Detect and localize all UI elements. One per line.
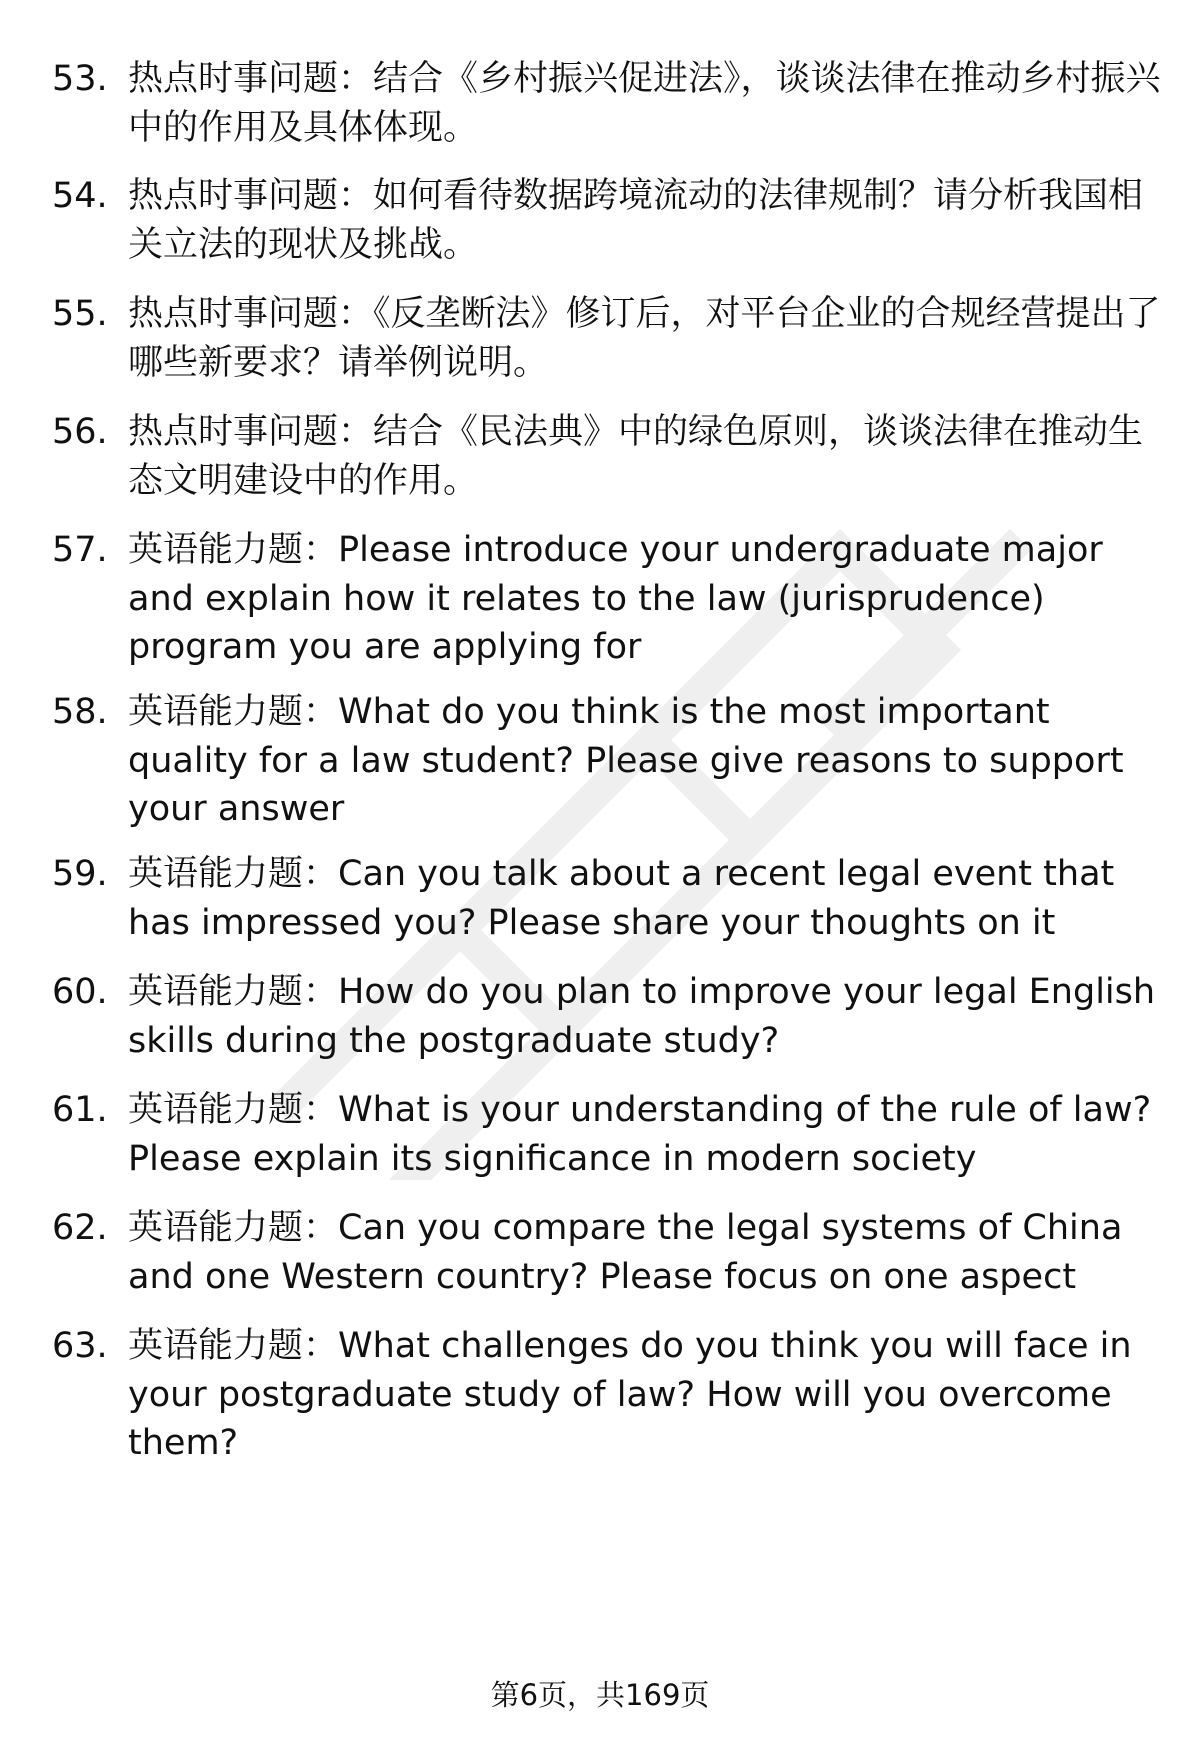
- question-item: [52, 290, 1162, 387]
- question-item: [52, 968, 1162, 1065]
- question-category: 英语能力题：: [128, 1208, 339, 1248]
- question-category: 英语能力题：: [128, 692, 339, 732]
- question-number: 59.: [52, 854, 108, 894]
- question-number: 53.: [52, 59, 108, 99]
- question-text: Can you compare the legal systems of China and one Western country? Please focus on one aspect: [128, 1208, 1123, 1297]
- question-number: 55.: [52, 294, 108, 334]
- question-number: 57.: [52, 530, 108, 570]
- question-number: 58.: [52, 692, 108, 732]
- question-item: [52, 55, 1162, 152]
- question-number: 60.: [52, 972, 108, 1012]
- question-text: How do you plan to improve your legal English skills during the postgraduate study?: [128, 972, 1156, 1061]
- question-category: 热点时事问题：: [128, 412, 374, 452]
- question-item: [52, 408, 1162, 505]
- question-category: 英语能力题：: [128, 1326, 339, 1366]
- question-text: What challenges do you think you will face in your postgraduate study of law? How will you overcome them?: [128, 1326, 1132, 1463]
- question-body: [128, 688, 1162, 834]
- question-text: 结合《乡村振兴促进法》，谈谈法律在推动乡村振兴中的作用及具体体现。: [128, 59, 1161, 148]
- question-category: 热点时事问题：: [128, 176, 374, 216]
- question-category: 英语能力题：: [128, 972, 339, 1012]
- question-body: [128, 850, 1162, 947]
- question-number: 63.: [52, 1326, 108, 1366]
- question-body: [128, 172, 1162, 269]
- question-item: [52, 688, 1162, 834]
- question-number: 54.: [52, 176, 108, 216]
- question-text: What do you think is the most important quality for a law student? Please give reasons to support your answer: [128, 692, 1124, 829]
- question-item: [52, 1086, 1162, 1183]
- question-category: 英语能力题：: [128, 1090, 339, 1130]
- question-body: [128, 968, 1162, 1065]
- question-text: Can you talk about a recent legal event that has impressed you? Please share your thoughts on it: [128, 854, 1115, 943]
- question-number: 61.: [52, 1090, 108, 1130]
- question-item: [52, 172, 1162, 269]
- question-item: [52, 526, 1162, 672]
- question-number: 56.: [52, 412, 108, 452]
- question-body: [128, 408, 1162, 505]
- question-text: Please introduce your undergraduate major and explain how it relates to the law (jurisprudence) program you are applying for: [128, 530, 1103, 667]
- question-body: [128, 55, 1162, 152]
- question-body: [128, 526, 1162, 672]
- question-item: [52, 850, 1162, 947]
- question-number: 62.: [52, 1208, 108, 1248]
- question-text: 《反垄断法》修订后，对平台企业的合规经营提出了哪些新要求？请举例说明。: [128, 294, 1161, 383]
- question-category: 热点时事问题：: [128, 59, 374, 99]
- question-text: 如何看待数据跨境流动的法律规制？请分析我国相关立法的现状及挑战。: [128, 176, 1144, 265]
- question-text: What is your understanding of the rule of law? Please explain its significance in modern society: [128, 1090, 1152, 1179]
- question-item: [52, 1322, 1162, 1468]
- question-item: [52, 1204, 1162, 1301]
- question-text: 结合《民法典》中的绿色原则，谈谈法律在推动生态文明建设中的作用。: [128, 412, 1144, 501]
- page-number-footer: 第6页，共169页: [490, 1678, 710, 1712]
- question-category: 英语能力题：: [128, 854, 339, 894]
- question-body: [128, 1204, 1162, 1301]
- question-body: [128, 1086, 1162, 1183]
- question-category: 英语能力题：: [128, 530, 339, 570]
- question-body: [128, 1322, 1162, 1468]
- question-category: 热点时事问题：: [128, 294, 374, 334]
- question-body: [128, 290, 1162, 387]
